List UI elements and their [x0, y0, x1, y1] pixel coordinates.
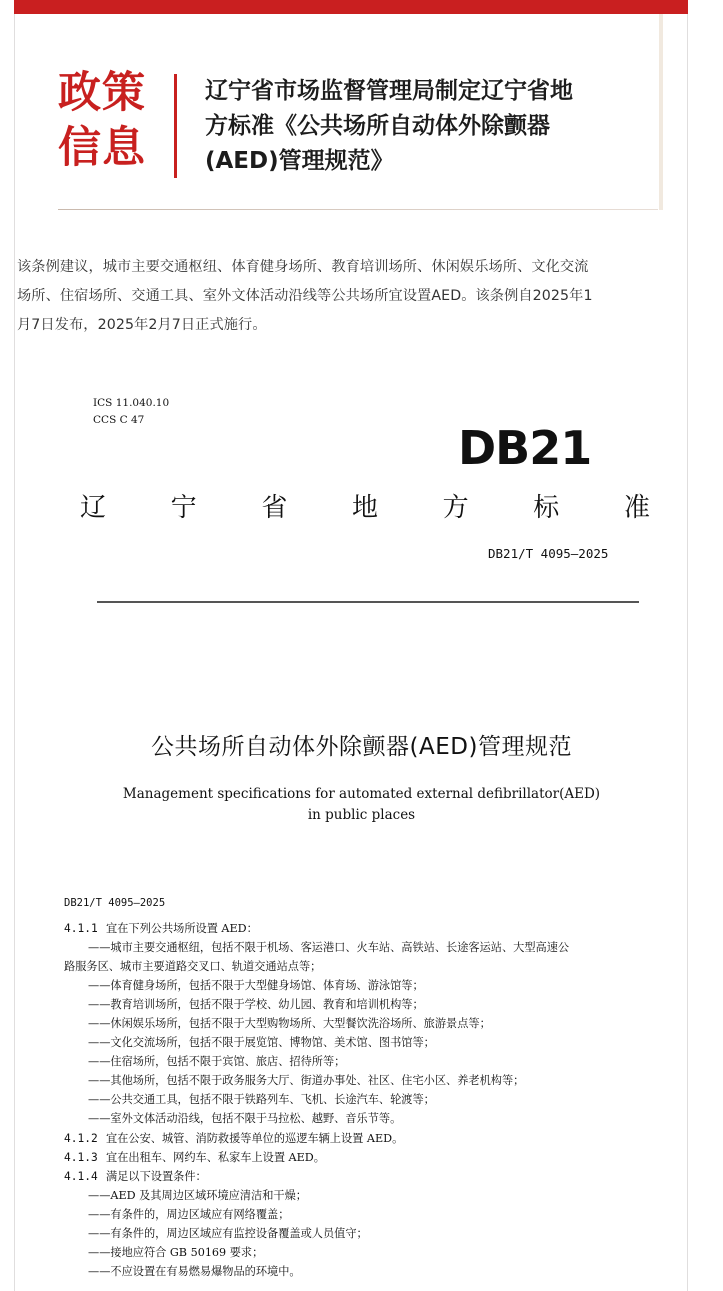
clause-4-1-2: [64, 1129, 664, 1148]
clause-item-continuation: 路服务区、城市主要道路交叉口、轨道交通站点等；: [64, 960, 322, 974]
heading-char: 方: [442, 493, 469, 523]
clause-list: [64, 919, 664, 1281]
clause-4-1-1: [64, 919, 664, 938]
policy-label: [58, 66, 158, 176]
heading-char: 辽: [80, 493, 107, 523]
intro-line: 场所、住宿场所、交通工具、室外文体活动沿线等公共场所宜设置AED。该条例自2025年1: [17, 288, 593, 304]
clause-item: ——教育培训场所，包括不限于学校、幼儿园、教育和培训机构等；: [88, 998, 424, 1012]
clause-item: ——有条件的，周边区域应有监控设备覆盖或人员值守；: [88, 1226, 368, 1240]
clause-4-1-4: [64, 1167, 664, 1186]
standard-number: DB21/T 4095—2025: [488, 546, 609, 561]
clause-item: ——城市主要交通枢纽，包括不限于机场、客运港口、火车站、高铁站、长途客运站、大型高速公: [88, 941, 570, 955]
banner-title: [205, 74, 645, 179]
banner-title-line: 辽宁省市场监督管理局制定辽宁省地: [205, 78, 573, 104]
clause-item: ——体育健身场所，包括不限于大型健身场馆、体育场、游泳馆等；: [88, 979, 424, 993]
ics-code: ICS 11.040.10: [93, 397, 170, 409]
cover-divider: [97, 601, 639, 603]
intro-line: 该条例建议，城市主要交通枢纽、体育健身场所、教育培训场所、休闲娱乐场所、文化交流: [17, 259, 589, 275]
ccs-code: CCS C 47: [93, 414, 145, 426]
heading-char: 宁: [170, 493, 197, 523]
policy-label-line1: 政策: [58, 68, 146, 118]
intro-line: 月7日发布，2025年2月7日正式施行。: [17, 317, 267, 333]
clause-text: 宜在出租车、网约车、私家车上设置 AED。: [106, 1150, 325, 1164]
intro-paragraph: [17, 253, 689, 340]
clause-item: ——不应设置在有易燃易爆物品的环境中。: [88, 1264, 301, 1278]
provincial-standard-heading: [80, 490, 650, 526]
top-accent-bar: [14, 0, 688, 14]
clause-item: ——公共交通工具，包括不限于铁路列车、飞机、长途汽车、轮渡等；: [88, 1093, 435, 1107]
clause-4-1-3: [64, 1148, 664, 1167]
clause-item: ——住宿场所，包括不限于宾馆、旅店、招待所等；: [88, 1055, 346, 1069]
clause-item: ——文化交流场所，包括不限于展览馆、博物馆、美术馆、图书馆等；: [88, 1036, 435, 1050]
document-title-en: [0, 784, 723, 826]
banner-title-line: (AED)管理规范》: [205, 148, 394, 174]
clause-text: 宜在下列公共场所设置 AED：: [106, 922, 258, 935]
banner-divider: [174, 74, 177, 178]
page-header-standard-number: DB21/T 4095—2025: [64, 897, 166, 909]
banner-title-line: 方标准《公共场所自动体外除颤器: [205, 113, 550, 139]
clause-item: ——有条件的，周边区域应有网络覆盖；: [88, 1207, 290, 1221]
clause-item: ——其他场所，包括不限于政务服务大厅、街道办事处、社区、住宅小区、养老机构等；: [88, 1074, 525, 1088]
heading-char: 准: [623, 493, 650, 523]
clause-item: ——AED 及其周边区域环境应清洁和干燥；: [88, 1188, 307, 1202]
clause-text: 满足以下设置条件：: [106, 1169, 207, 1183]
banner-shadow: [659, 14, 663, 210]
title-en-line: Management specifications for automated external defibrillator(AED): [122, 786, 601, 802]
clause-number: 4.1.2: [64, 1131, 98, 1145]
banner-underline: [58, 209, 658, 210]
clause-number: 4.1.1: [64, 922, 98, 935]
heading-char: 省: [261, 493, 288, 523]
clause-number: 4.1.3: [64, 1150, 98, 1164]
clause-item: ——室外文体活动沿线，包括不限于马拉松、越野、音乐节等。: [88, 1112, 402, 1126]
heading-char: 标: [533, 493, 560, 523]
title-en-line: in public places: [307, 807, 416, 823]
clause-item: ——接地应符合 GB 50169 要求；: [88, 1245, 264, 1259]
clause-number: 4.1.4: [64, 1169, 98, 1183]
document-title-cn: 公共场所自动体外除颤器(AED)管理规范: [151, 734, 572, 760]
db21-logo: DB21: [458, 421, 592, 475]
clause-text: 宜在公安、城管、消防救援等单位的巡逻车辆上设置 AED。: [106, 1131, 404, 1145]
clause-item: ——休闲娱乐场所，包括不限于大型购物场所、大型餐饮洗浴场所、旅游景点等；: [88, 1017, 491, 1031]
classification-codes: [93, 395, 169, 429]
policy-label-line2: 信息: [58, 123, 146, 173]
heading-char: 地: [351, 493, 378, 523]
